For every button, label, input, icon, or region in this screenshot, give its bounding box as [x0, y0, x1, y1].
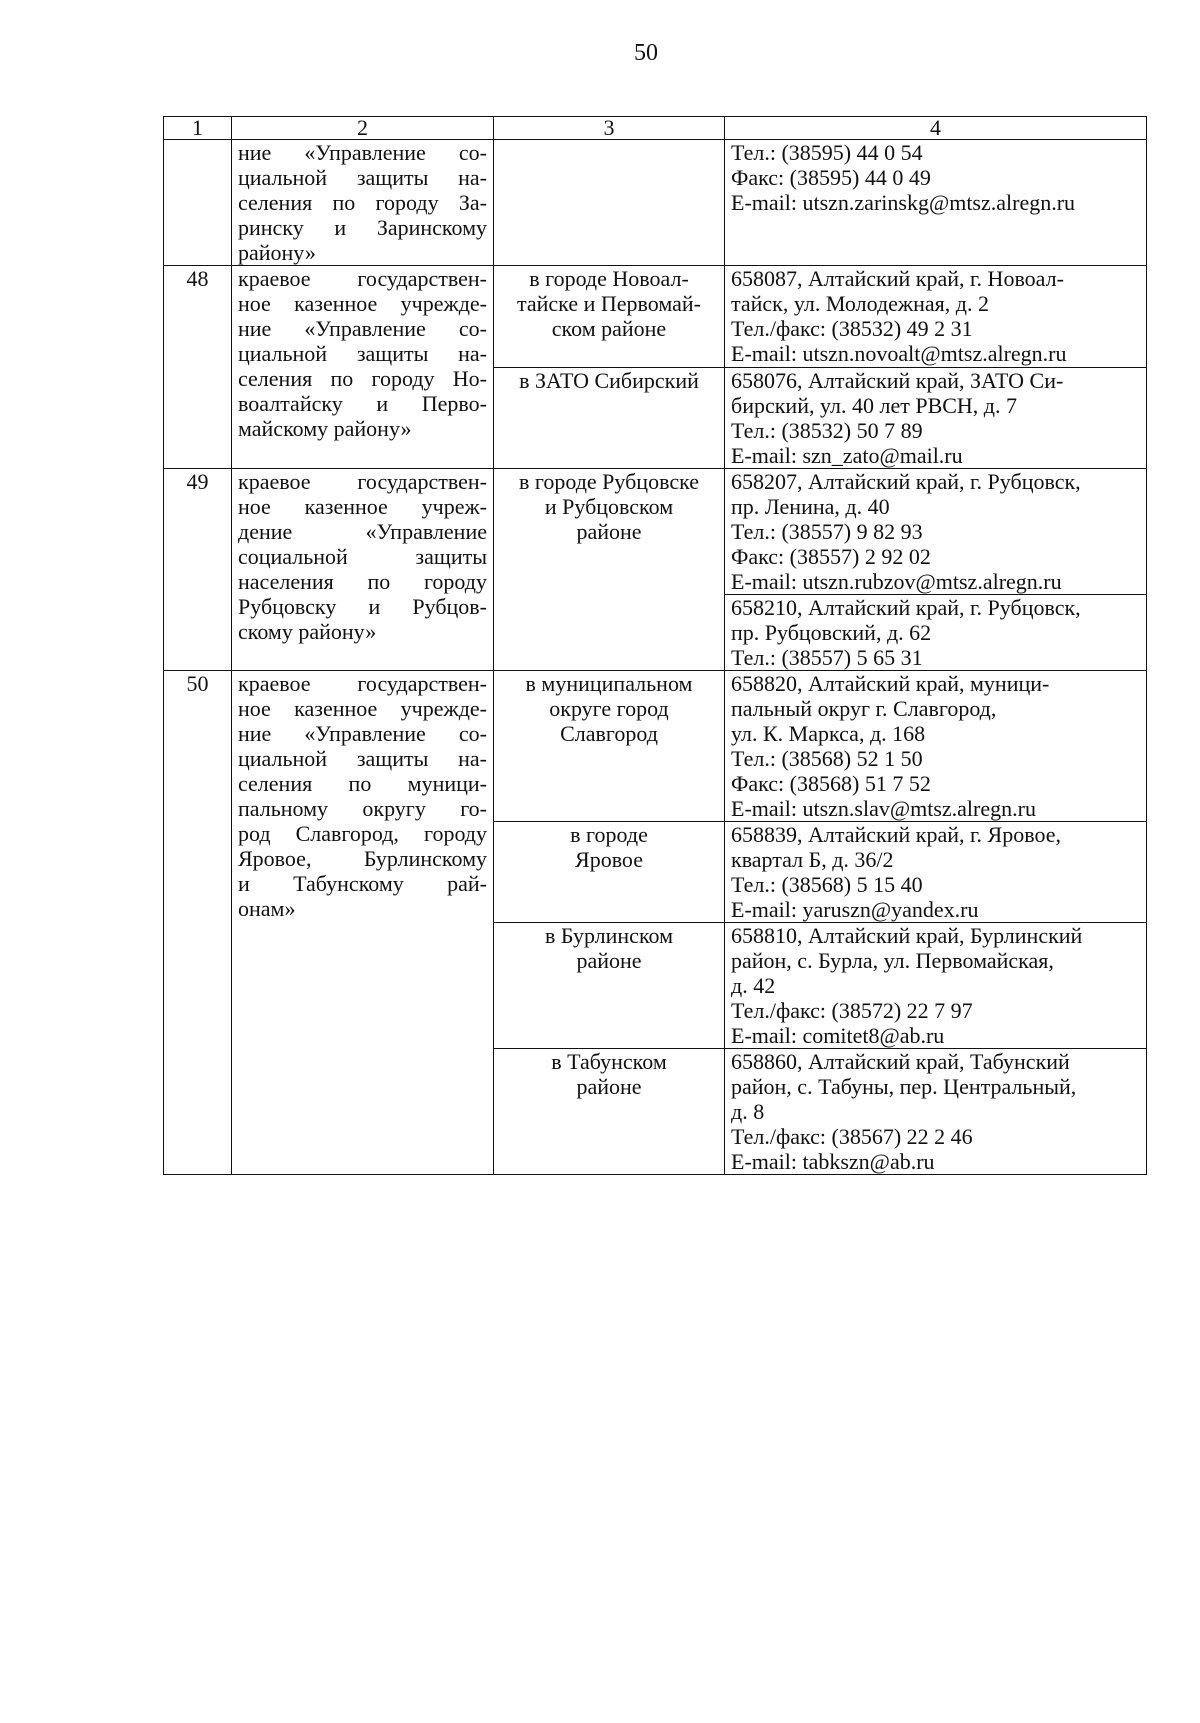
- org-line: Яровое, Бурлинскому: [238, 846, 487, 871]
- address-line: 658860, Алтайский край, Табунский: [731, 1049, 1070, 1074]
- org-line: ное казенное учрежде-: [238, 291, 487, 316]
- row-number-cell: 48: [164, 266, 232, 469]
- fax-line: Факс: (38568) 51 7 52: [731, 771, 931, 796]
- organization-cell: [232, 671, 494, 1175]
- address-line: 658820, Алтайский край, муници-: [731, 671, 1050, 696]
- address-cell: [725, 923, 1147, 1049]
- org-line: ное казенное учреж-: [238, 494, 487, 519]
- org-line: воалтайску и Перво-: [238, 391, 487, 416]
- org-line: ние «Управление со-: [238, 140, 487, 165]
- address-cell: [725, 822, 1147, 923]
- location-cell: [494, 140, 725, 266]
- org-line: майскому району»: [238, 416, 412, 441]
- location-line: ском районе: [551, 316, 667, 341]
- address-line: бирский, ул. 40 лет РВСН, д. 7: [731, 393, 1017, 418]
- org-line: ние «Управление со-: [238, 721, 487, 746]
- phone-line: Тел.: (38532) 50 7 89: [731, 418, 923, 443]
- org-line: краевое государствен-: [238, 469, 487, 494]
- location-line: Славгород: [560, 721, 658, 746]
- location-line: в городе Рубцовске: [518, 469, 700, 494]
- location-line: районе: [576, 519, 642, 544]
- email-line: E-mail: utszn.novoalt@mtsz.alregn.ru: [731, 341, 1067, 366]
- org-line: социальной защиты: [238, 544, 487, 569]
- address-line: 658087, Алтайский край, г. Новоал-: [731, 266, 1064, 291]
- address-line: квартал Б, д. 36/2: [731, 847, 894, 872]
- fax-line: Факс: (38557) 2 92 02: [731, 544, 931, 569]
- address-line: пр. Ленина, д. 40: [731, 494, 890, 519]
- location-cell: [494, 923, 725, 1049]
- org-line: пальному округу го-: [238, 796, 487, 821]
- row-number-cell: 49: [164, 469, 232, 671]
- column-header: 4: [725, 117, 1147, 140]
- email-line: E-mail: tabkszn@ab.ru: [731, 1149, 935, 1174]
- table-row: [164, 140, 1147, 266]
- org-line: онам»: [238, 896, 296, 921]
- org-line: населения по городу: [238, 569, 487, 594]
- address-line: район, с. Бурла, ул. Первомайская,: [731, 948, 1054, 973]
- location-line: в городе: [570, 822, 648, 847]
- org-line: скому району»: [238, 619, 377, 644]
- org-line: ное казенное учрежде-: [238, 696, 487, 721]
- org-line: району»: [238, 240, 316, 265]
- org-line: селения по муници-: [238, 771, 487, 796]
- page-number: 50: [634, 40, 658, 66]
- address-line: 658839, Алтайский край, г. Яровое,: [731, 822, 1061, 847]
- org-line: род Славгород, городу: [238, 821, 487, 846]
- org-line: краевое государствен-: [238, 671, 487, 696]
- phone-line: Тел.: (38557) 9 82 93: [731, 519, 923, 544]
- email-line: E-mail: comitet8@ab.ru: [731, 1023, 945, 1048]
- org-line: циальной защиты на-: [238, 746, 487, 771]
- location-line: в городе Новоал-: [529, 266, 689, 291]
- email-line: E-mail: utszn.slav@mtsz.alregn.ru: [731, 796, 1036, 821]
- location-cell: [494, 368, 725, 469]
- address-cell: [725, 671, 1147, 822]
- location-cell: [494, 671, 725, 822]
- org-line: и Табунскому рай-: [238, 871, 487, 896]
- table-row: [164, 266, 1147, 368]
- address-line: ул. К. Маркса, д. 168: [731, 721, 926, 746]
- address-line: пальный округ г. Славгород,: [731, 696, 997, 721]
- phone-line: Тел.: (38595) 44 0 54: [731, 140, 923, 165]
- phone-line: Тел./факс: (38572) 22 7 97: [731, 998, 973, 1023]
- org-line: ринску и Заринскому: [238, 215, 487, 240]
- organization-cell: [232, 266, 494, 469]
- location-cell: [494, 469, 725, 671]
- org-line: селения по городу Но-: [238, 366, 487, 391]
- address-line: пр. Рубцовский, д. 62: [731, 620, 932, 645]
- email-line: E-mail: utszn.zarinskg@mtsz.alregn.ru: [731, 190, 1076, 215]
- location-line: районе: [576, 948, 642, 973]
- location-cell: [494, 266, 725, 368]
- location-line: Яровое: [575, 847, 643, 872]
- org-line: циальной защиты на-: [238, 165, 487, 190]
- phone-line: Тел./факс: (38567) 22 2 46: [731, 1124, 973, 1149]
- organization-cell: [232, 140, 494, 266]
- row-number-cell: [164, 140, 232, 266]
- social-protection-table: [163, 116, 1147, 1175]
- organization-cell: [232, 469, 494, 671]
- phone-line: Тел./факс: (38532) 49 2 31: [731, 316, 973, 341]
- email-line: E-mail: yaruszn@yandex.ru: [731, 897, 979, 922]
- table-row: [164, 671, 1147, 822]
- address-line: 658076, Алтайский край, ЗАТО Си-: [731, 368, 1064, 393]
- location-line: в Табунском: [551, 1049, 667, 1074]
- address-line: тайск, ул. Молодежная, д. 2: [731, 291, 989, 316]
- location-line: округе город: [549, 696, 669, 721]
- location-line: в ЗАТО Сибирский: [519, 368, 699, 393]
- email-line: E-mail: szn_zato@mail.ru: [731, 443, 963, 468]
- location-line: районе: [576, 1074, 642, 1099]
- org-line: циальной защиты на-: [238, 341, 487, 366]
- address-line: 658207, Алтайский край, г. Рубцовск,: [731, 469, 1081, 494]
- location-cell: [494, 822, 725, 923]
- location-line: в Бурлинском: [544, 923, 674, 948]
- phone-line: Тел.: (38568) 52 1 50: [731, 746, 923, 771]
- column-header: 1: [164, 117, 232, 140]
- address-line: район, с. Табуны, пер. Центральный,: [731, 1074, 1077, 1099]
- table-row: [164, 469, 1147, 595]
- org-line: Рубцовску и Рубцов-: [238, 594, 487, 619]
- table-header-row: [164, 117, 1147, 140]
- org-line: дение «Управление: [238, 519, 487, 544]
- address-cell: [725, 595, 1147, 671]
- location-line: и Рубцовском: [544, 494, 674, 519]
- address-cell: [725, 368, 1147, 469]
- location-line: в муниципальном: [525, 671, 693, 696]
- email-line: E-mail: utszn.rubzov@mtsz.alregn.ru: [731, 569, 1062, 594]
- row-number-cell: 50: [164, 671, 232, 1175]
- location-line: тайске и Первомай-: [517, 291, 701, 316]
- address-cell: [725, 140, 1147, 266]
- address-line: д. 42: [731, 973, 776, 998]
- org-line: ние «Управление со-: [238, 316, 487, 341]
- address-cell: [725, 1049, 1147, 1175]
- location-cell: [494, 1049, 725, 1175]
- column-header: 3: [494, 117, 725, 140]
- column-header: 2: [232, 117, 494, 140]
- phone-line: Тел.: (38557) 5 65 31: [731, 645, 923, 670]
- fax-line: Факс: (38595) 44 0 49: [731, 165, 931, 190]
- org-line: селения по городу За-: [238, 190, 487, 215]
- org-line: краевое государствен-: [238, 266, 487, 291]
- address-line: д. 8: [731, 1099, 765, 1124]
- address-line: 658210, Алтайский край, г. Рубцовск,: [731, 595, 1081, 620]
- address-cell: [725, 469, 1147, 595]
- address-cell: [725, 266, 1147, 368]
- address-line: 658810, Алтайский край, Бурлинский: [731, 923, 1083, 948]
- phone-line: Тел.: (38568) 5 15 40: [731, 872, 923, 897]
